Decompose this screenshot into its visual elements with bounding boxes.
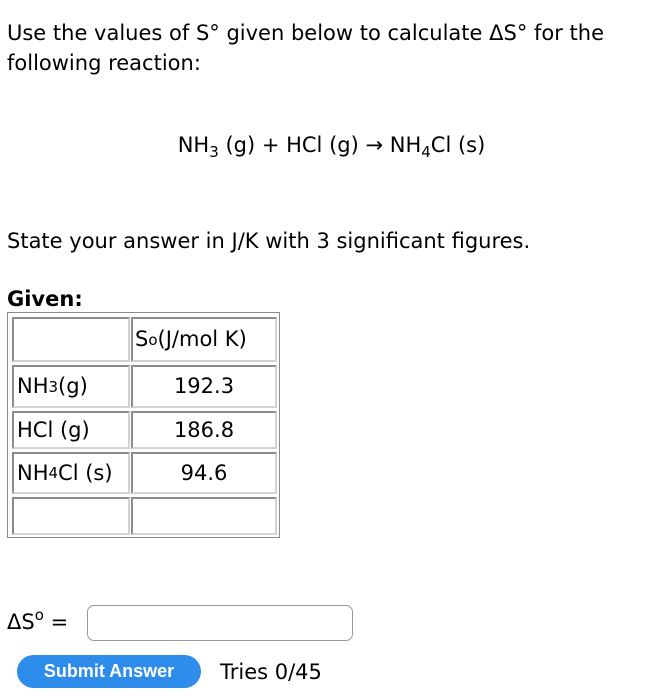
subscript: 4 [421,143,431,161]
answer-label [7,607,68,637]
given-table [7,312,280,538]
table-row-value: 192.3 [131,365,277,408]
table-row-species: NH 3 (g) [12,365,130,408]
reaction-mid: (g) + HCl (g) → NH [218,133,422,157]
answer-input[interactable] [87,605,353,641]
header-unit: (J/mol K) [157,327,247,351]
table-row-species: NH 4 Cl (s) [12,452,130,494]
header-s: S [135,327,149,351]
product-label: Cl (s) [430,133,486,157]
subscript: 3 [209,143,219,161]
reactant-nh3-label: NH [177,133,210,157]
species-post: (g) [58,374,88,398]
species-pre: NH [17,374,49,398]
table-row-value-empty [131,497,277,535]
species-pre: NH [17,460,49,485]
tries-counter: Tries 0/45 [220,660,322,684]
sigfig-instruction: State your answer in J/K with 3 significant figures. [7,229,531,253]
degree-symbol: o [34,606,44,624]
species-pre: HCl (g) [17,417,90,442]
delta-s-symbol: ΔS [7,610,35,634]
question-instruction: Use the values of S° given below to calculate ΔS° for the following reaction: [7,21,605,75]
table-row-value: 94.6 [131,452,277,494]
table-row-species-empty [12,497,130,535]
table-header-blank [12,317,130,362]
table-row-value: 186.8 [131,411,277,449]
submit-answer-button[interactable]: Submit Answer [17,655,201,688]
table-header-entropy: S o (J/mol K) [131,317,277,362]
species-post: Cl (s) [58,460,113,485]
equals-sign: = [43,610,69,634]
table-row-species [12,411,130,449]
reaction-equation [0,130,647,160]
given-label: Given: [7,287,83,311]
